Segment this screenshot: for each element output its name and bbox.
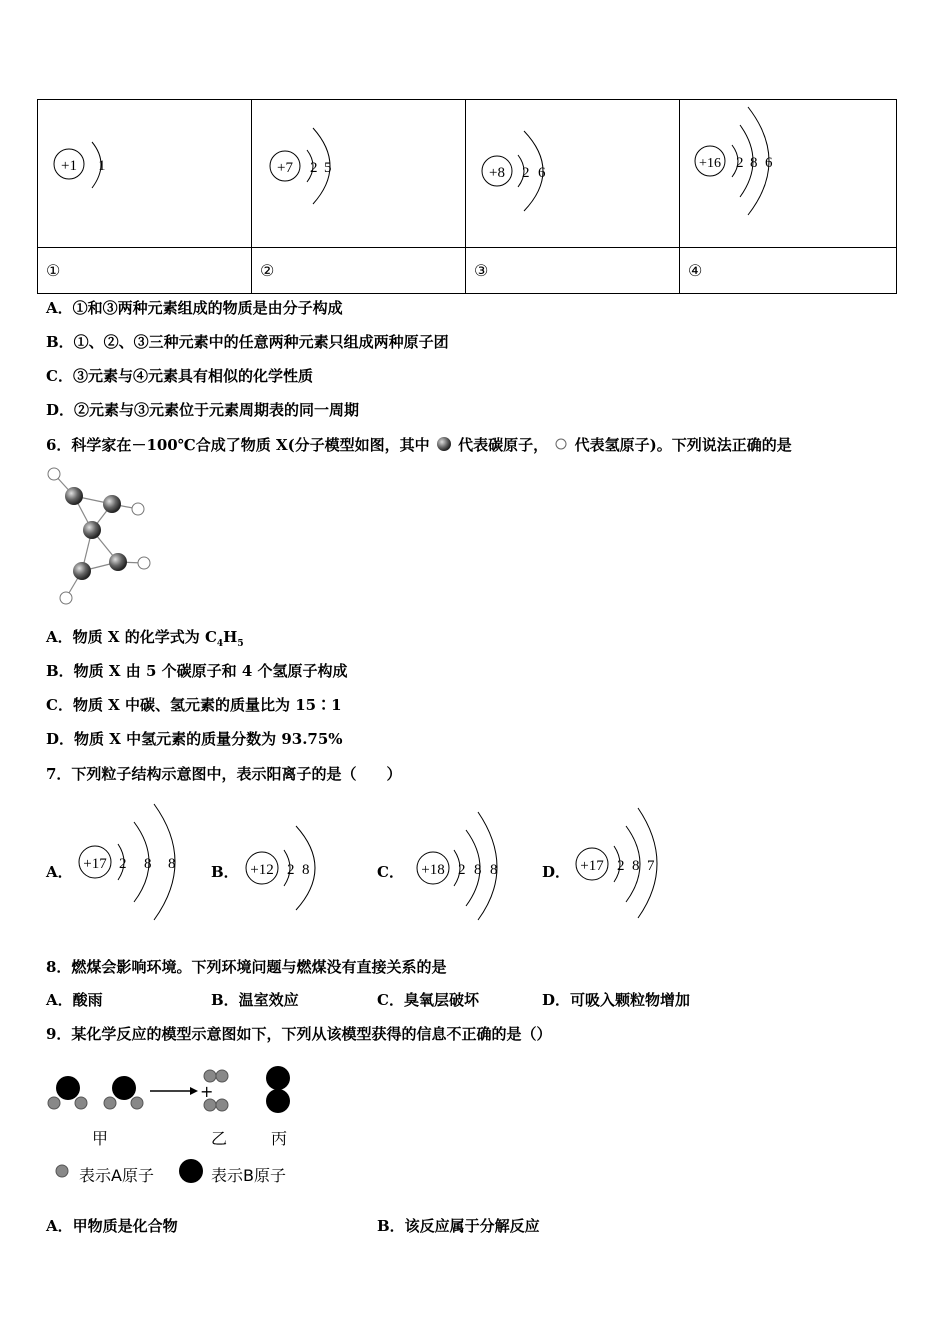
shell-electrons: 8 (302, 862, 310, 878)
q7-label-d: D． (542, 863, 571, 881)
atom-diagram-2 (267, 120, 387, 230)
legend-a-text: 表示A原子 (79, 1166, 154, 1185)
shell-electrons: 8 (144, 856, 152, 872)
shell-electrons: 2 (617, 858, 625, 874)
nucleus-label: +12 (250, 862, 274, 878)
q7-diagram-d (570, 806, 670, 921)
q8-stem: 8．燃煤会影响环境。下列环境问题与燃煤没有直接关系的是 (46, 958, 447, 976)
q6-option-d: D．物质 X 中氢元素的质量分数为 93.75% (46, 730, 343, 748)
atom-number-2: ② (252, 248, 466, 294)
q6-option-c: C．物质 X 中碳、氢元素的质量比为 15∶1 (46, 696, 342, 714)
nucleus-label: +1 (61, 158, 77, 174)
nucleus-label: +18 (421, 862, 445, 878)
q7-diagram-c (408, 808, 508, 923)
q8-option-b: B．温室效应 (211, 991, 299, 1009)
molecule-x-model (40, 462, 170, 612)
nucleus-label: +16 (699, 156, 721, 171)
q7-label-c: C． (377, 863, 404, 881)
atom-structure-table (37, 99, 897, 294)
q8-option-a: A．酸雨 (46, 991, 103, 1009)
atom-number-4: ④ (680, 248, 897, 294)
label-bing: 丙 (271, 1129, 288, 1148)
atom-cell-4 (680, 100, 897, 248)
shell-electrons: 8 (168, 856, 176, 872)
shell-electrons: 2 (522, 165, 530, 181)
shell-electrons: 1 (98, 158, 106, 174)
q9-option-b: B．该反应属于分解反应 (377, 1217, 540, 1235)
nucleus-label: +17 (83, 856, 107, 872)
shell-electrons: 6 (765, 155, 773, 171)
nucleus-label: +8 (489, 165, 505, 181)
label-yi: 乙 (211, 1129, 228, 1148)
formula-element: H (223, 628, 238, 646)
legend-b-text: 表示B原子 (211, 1166, 286, 1185)
q7-label-a: A． (46, 863, 73, 881)
shell-electrons: 2 (119, 856, 127, 872)
nucleus-label: +7 (277, 160, 293, 176)
atom-b-legend-icon (178, 1158, 206, 1186)
nucleus-label: +17 (580, 858, 604, 874)
atom-number-3: ③ (466, 248, 680, 294)
atom-diagram-4 (690, 105, 820, 225)
q6-stem-part-a: 6．科学家在－100℃合成了物质 X(分子模型如图，其中 (46, 436, 430, 454)
shell-electrons: 2 (736, 155, 744, 171)
shell-electrons: 2 (458, 862, 466, 878)
q8-option-c: C．臭氧层破坏 (377, 991, 479, 1009)
atom-diagram-1 (48, 130, 168, 230)
shell-electrons: 7 (647, 858, 655, 874)
reaction-model-diagram (40, 1060, 310, 1122)
q5-option-d: D．②元素与③元素位于元素周期表的同一周期 (46, 401, 360, 419)
q6-option-b: B．物质 X 由 5 个碳原子和 4 个氢原子构成 (46, 662, 348, 680)
q7-diagram-a (72, 800, 187, 925)
q6-stem-part-c: 代表氢原子)。下列说法正确的是 (574, 436, 792, 454)
atom-number-1: ① (38, 248, 252, 294)
q6-stem (46, 435, 792, 455)
atom-a-legend-icon (54, 1163, 70, 1179)
formula-subscript: 4 (216, 639, 224, 649)
shell-electrons: 6 (538, 165, 546, 181)
shell-electrons: 8 (632, 858, 640, 874)
shell-electrons: 5 (324, 160, 332, 176)
shell-electrons: 8 (750, 155, 758, 171)
hydrogen-atom-icon (553, 436, 569, 452)
atom-cell-3 (466, 100, 680, 248)
q5-option-b: B．①、②、③三种元素中的任意两种元素只组成两种原子团 (46, 333, 449, 351)
q9-option-a: A．甲物质是化合物 (46, 1217, 178, 1235)
shell-electrons: 2 (287, 862, 295, 878)
q5-option-a: A．①和③两种元素组成的物质是由分子构成 (46, 299, 343, 317)
shell-electrons: 8 (474, 862, 482, 878)
plus-sign: + (200, 1082, 214, 1101)
formula-subscript: 5 (237, 639, 244, 649)
atom-cell-1 (38, 100, 252, 248)
shell-electrons: 8 (490, 862, 498, 878)
q7-label-b: B． (211, 863, 239, 881)
atom-cell-2 (252, 100, 466, 248)
q5-option-c: C．③元素与④元素具有相似的化学性质 (46, 367, 313, 385)
q7-stem: 7．下列粒子结构示意图中，表示阳离子的是（ ） (46, 765, 402, 783)
q7-diagram-b (240, 820, 330, 915)
q6-option-a-text: A．物质 X 的化学式为 C (46, 628, 217, 646)
shell-electrons: 2 (310, 160, 318, 176)
label-jia: 甲 (92, 1129, 109, 1148)
q6-option-a (46, 627, 244, 654)
atom-diagram-3 (476, 125, 596, 235)
q8-option-d: D．可吸入颗粒物增加 (542, 991, 691, 1009)
q6-stem-part-b: 代表碳原子， (458, 436, 549, 454)
carbon-atom-icon (435, 436, 453, 452)
q9-stem: 9．某化学反应的模型示意图如下，下列从该模型获得的信息不正确的是（） (46, 1025, 552, 1043)
